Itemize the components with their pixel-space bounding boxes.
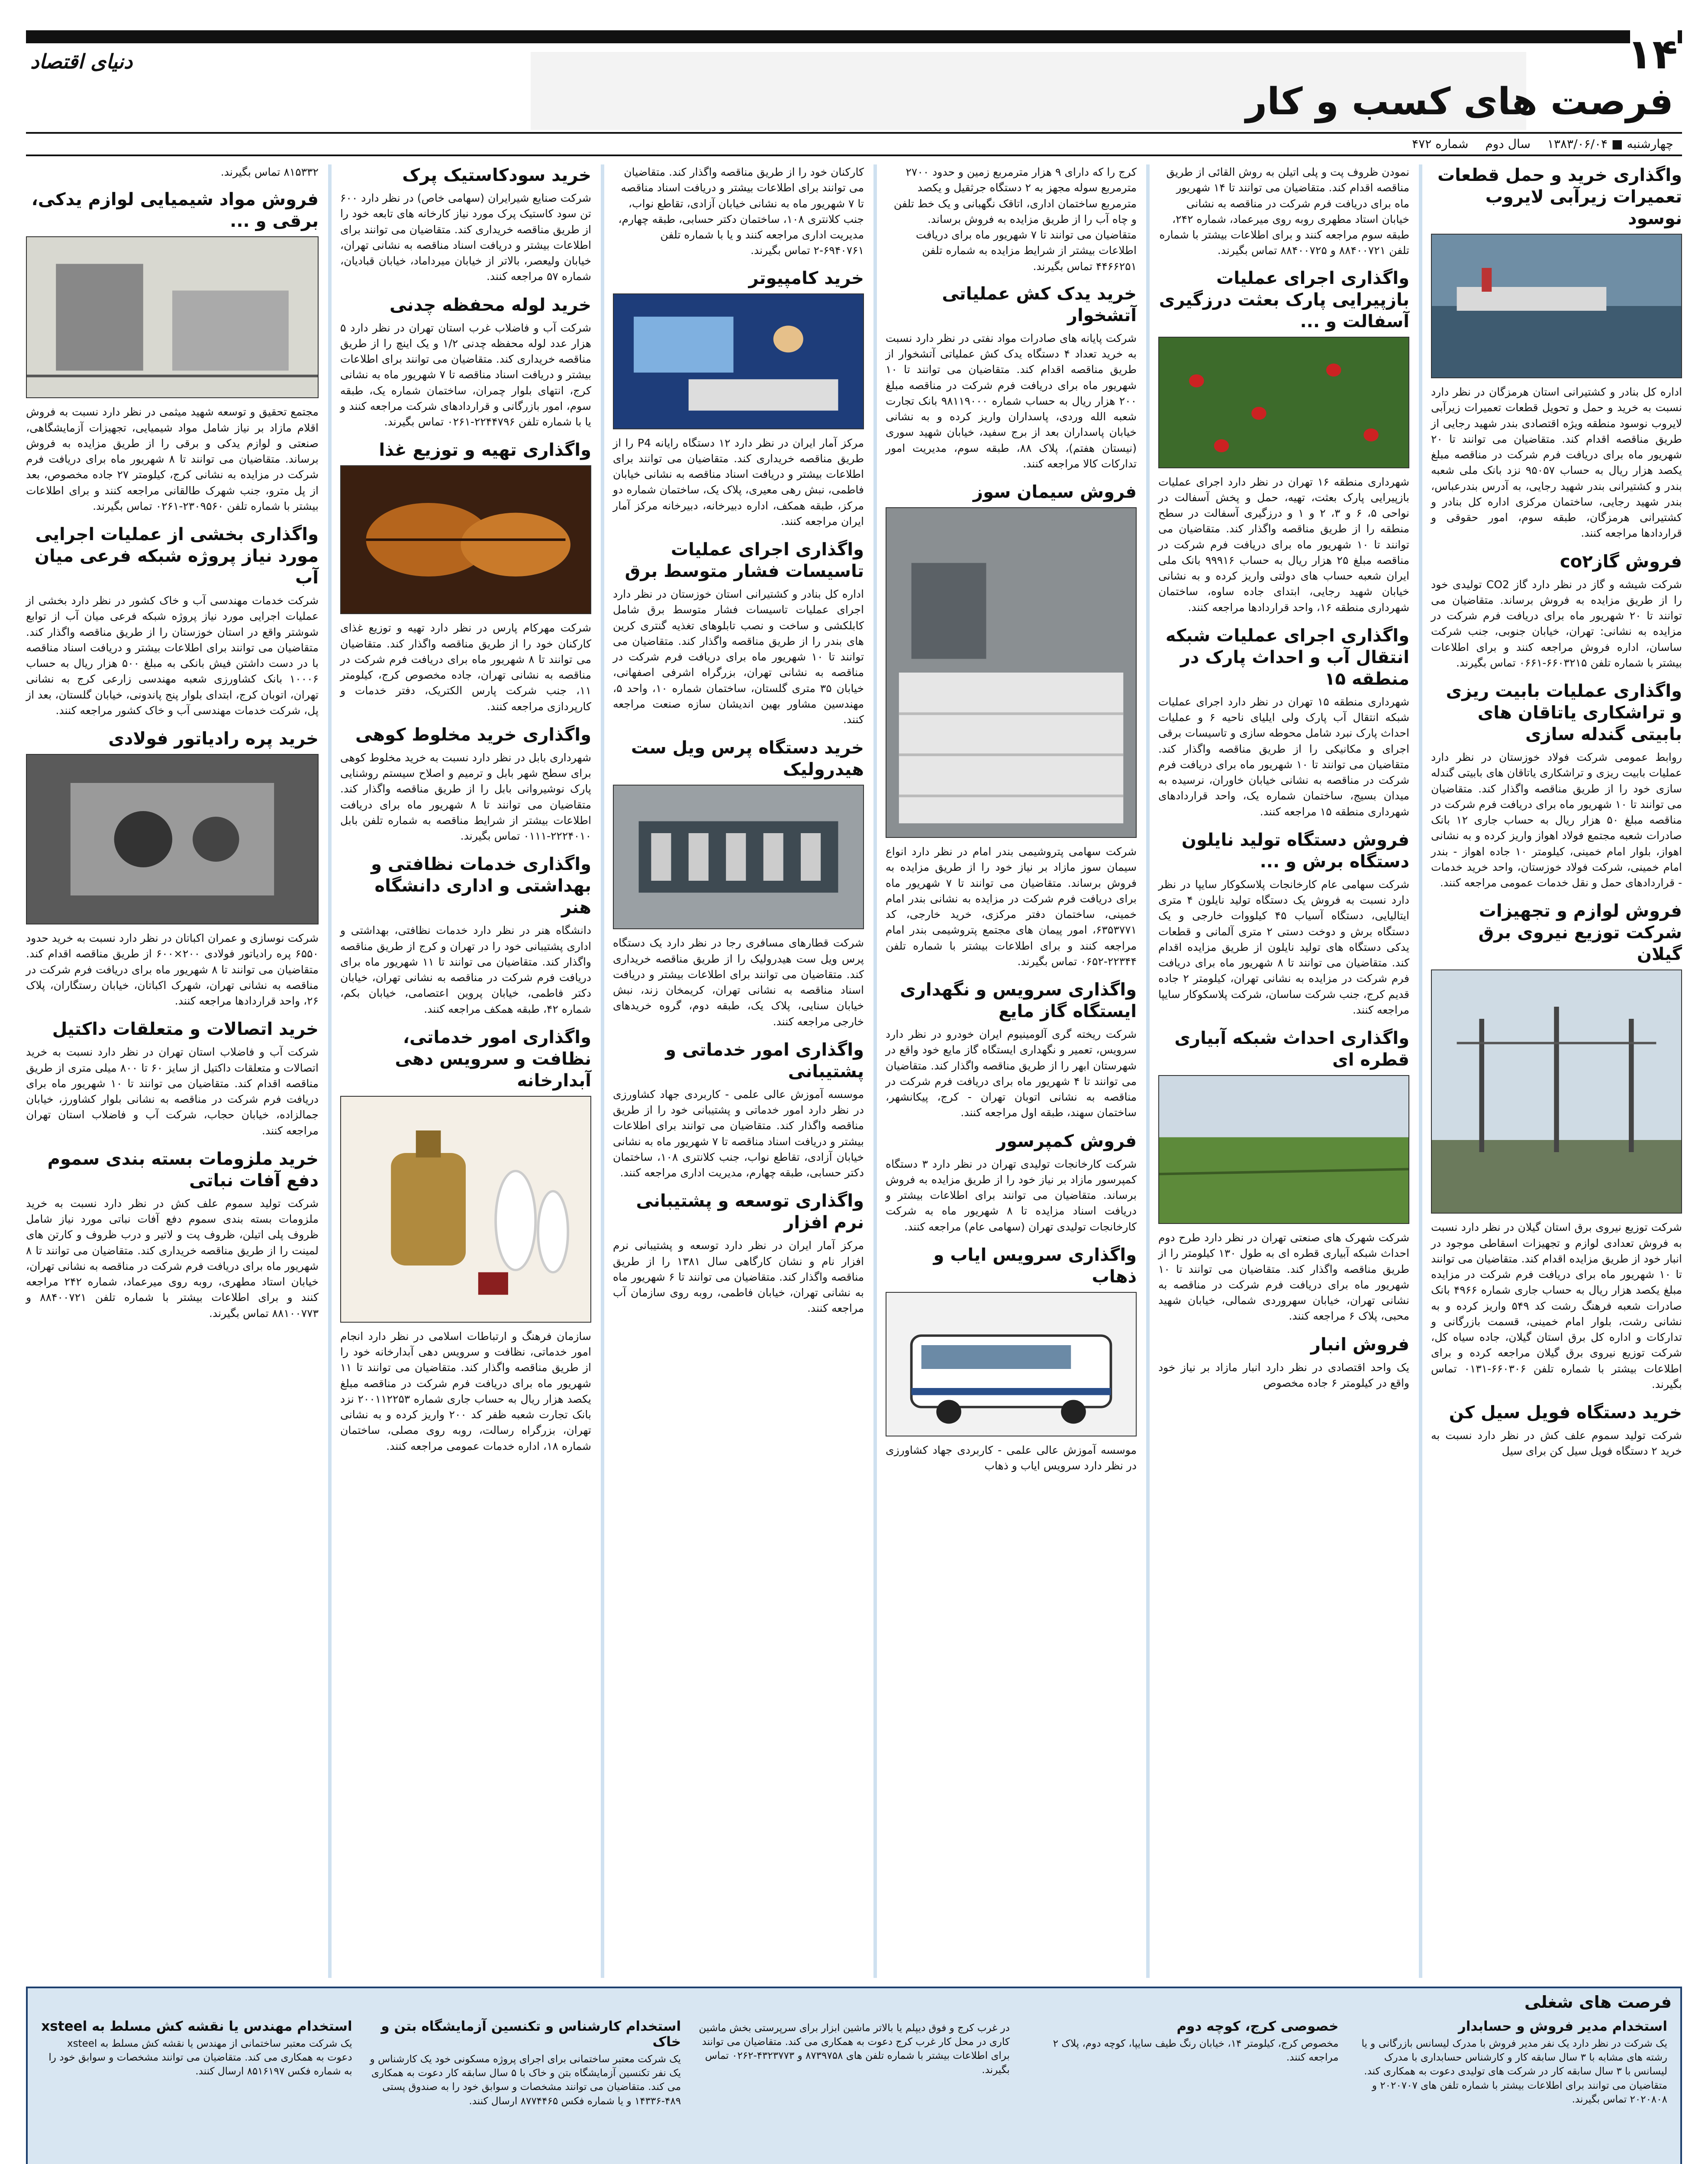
article-body: شرکت تولید سموم علف کش در نظر دارد نسبت به خرید ۲ دستگاه فویل سیل کن برای سیل <box>1431 1429 1682 1458</box>
article-body: شرکت سهامی پتروشیمی بندر امام در نظر دارد انواع سیمان سوز مازاد بر نیاز خود را از طریق مزایده به فروش برساند. متقاضیان می توانند تا ۷ شهریور ماه برای دریافت فرم شرکت در مزایده به نشانی بندر امام خمینی، ساختمان دفتر مرکزی، خرید خارجی، کد ۶۳۵۳۷۷۱، امور پیمان های مجتمع پتروشیمی بندر امام مراجعه کنند و برای اطلاعات بیشتر با شماره تلفن ۲۲۳۴۴-۰۶۵۲ تماس بگیرند. <box>886 845 1137 968</box>
article-body: شرکت سهامی عام کارخانجات پلاسکوکار سایپا در نظر دارد نسبت به فروش یک دستگاه تولید نایلون ۴ متری ایتالیایی، دستگاه آسیاب ۴۵ کیلووات خارجی و یک دستگاه برش و دوخت دستی ۲ متری آلمانی و قطعات یدکی دستگاه های تولید نایلون از طریق مزایده اقدام کند. متقاضیان می توانند تا ۸ شهریور ماه برای دریافت فرم شرکت در مزایده به نشانی تهران، کیلومتر ۲ جاده قدیم کرج، جنب شرکت ساسان، شرکت پلاسکوکار سایپا مراجعه کنند. <box>1158 878 1410 1016</box>
column-6 <box>26 164 319 1978</box>
lab-equipment-photo <box>26 236 319 398</box>
article <box>1431 551 1682 671</box>
news-columns <box>26 164 1682 1978</box>
column-divider <box>1146 164 1150 1978</box>
samovar-tea-photo <box>340 1096 591 1323</box>
article <box>1431 1402 1682 1459</box>
job-body: مخصوص کرج، کیلومتر ۱۴، خیابان رنگ طیف سایپا، کوچه دوم، پلاک ۲ مراجعه کنند. <box>1053 2038 1339 2064</box>
job-title: استخدام مهندس یا نقشه کش مسلط به xsteel <box>41 2019 352 2034</box>
article <box>340 294 591 430</box>
continued-text: نمودن ظروف پت و پلی اتیلن به روش القائی از طریق مناقصه اقدام کند. متقاضیان می توانند تا ۱۴ شهریور ماه برای دریافت فرم شرکت در مناقصه به نشانی خیابان استاد مطهری روبه روی میرعماد، شماره ۲۴۲، طبقه سوم مراجعه کنند و برای اطلاعات بیشتر با شماره تلفن ۸۸۴۰۰۷۲۱ و ۸۸۴۰۰۷۲۵ تماس بگیرند. <box>1159 166 1409 257</box>
job-body: یک شرکت در نظر دارد یک نفر مدیر فروش با مدرک لیسانس بازرگانی و یا رشته های مشابه با ۳ سال سابقه کار و کارشناس حسابداری با مدرک لیسانس با ۳ سال سابقه کار در شرکت های تولیدی دعوت به همکاری کند. متقاضیان می توانند برای اطلاعات بیشتر با شماره تلفن های ۲۰۲۰۷۰۷ و ۲۰۲۰۸۰۸ تماس بگیرند. <box>1361 2038 1667 2105</box>
article-title: فروش لوازم و تجهیزات شرکت توزیع نیروی برق گیلان <box>1478 901 1682 965</box>
article-title: واگذاری توسعه و پشتیبانی نرم افزار <box>636 1191 864 1233</box>
job-body: در غرب کرج و فوق دیپلم یا بالاتر ماشین ابزار برای سرپرستی بخش ماشین کاری در محل کار غرب کرج دعوت به همکاری می کند. متقاضیان می توانند برای اطلاعات بیشتر با شماره تلفن های ۸۷۳۹۷۵۸ و ۴۳۲۳۷۷۳-۰۲۶۲ تماس بگیرند. <box>699 2022 1010 2076</box>
article-body: موسسه آموزش عالی علمی - کاربردی جهاد کشاورزی در نظر دارد امور خدماتی و پشتیبانی خود را از طریق مناقصه واگذار کند. متقاضیان می توانند برای اطلاعات بیشتر و دریافت اسناد مناقصه تا ۷ شهریور ماه به نشانی خیابان آزادی، تقاطع نواب، جنب کلانتری ۱۰۸، ساختمان دکتر حسابی، طبقه چهارم، مدیریت اداری مراجعه کنند. <box>613 1088 864 1179</box>
article <box>613 1190 864 1316</box>
job-body: یک شرکت معتبر ساختمانی برای اجرای پروژه مسکونی خود یک کارشناس و یک نفر تکنسین آزمایشگاه بتن و خاک با ۵ سال سابقه کار دعوت به همکاری می کند. متقاضیان می توانند مشخصات و سوابق خود را به صندوق پستی ۴۸۹-۱۴۳۳۶ و یا شماره فکس ۸۷۷۴۴۶۵ ارسال کنند. <box>370 2054 681 2107</box>
article-body: موسسه آموزش عالی علمی - کاربردی جهاد کشاورزی در نظر دارد سرویس ایاب و ذهاب <box>886 1443 1137 1472</box>
substation-photo <box>1431 969 1682 1214</box>
jobs-heading: فرصت های شغلی <box>1524 1993 1672 2012</box>
article-body: شرکت پایانه های صادرات مواد نفتی در نظر دارد نسبت به خرید تعداد ۴ دستگاه یدک کش عملیاتی آتشخوار از طریق مناقصه اقدام کند. متقاضیان می توانند تا ۱۰ شهریور ماه برای دریافت فرم شرکت در مناقصه مبلغ ۲۰۰ هزار ریال به حساب شماره ۹۸۱۱۹۰۰۰ بانک تجارت شعبه الله وردی، پاسداران واریز کرده و به نشانی خیابان پاسداران بعد از برج سفید، خیابان شهید سوری (نیستان هفتم)، پلاک ۸۸، طبقه سوم، مدیریت امور تدارکات کالا مراجعه کنند. <box>886 332 1137 470</box>
article-title: واگذاری امور خدماتی، نظافت و سرویس دهی آبدارخانه <box>395 1027 591 1091</box>
computer-keyboard-photo <box>613 293 864 429</box>
article-title: فروش انبار <box>1310 1334 1409 1355</box>
grilled-food-photo <box>340 465 591 614</box>
article-title: خرید دستگاه فویل سیل کن <box>1449 1403 1682 1423</box>
article-body: شرکت قطارهای مسافری رجا در نظر دارد یک دستگاه پرس ویل ست هیدرولیک را از طریق مناقصه خریداری کند. متقاضیان می توانند برای اطلاعات بیشتر و دریافت اسناد مناقصه به نشانی تهران، کریمخان زند، نبش خیابان سنایی، پلاک یک، طبقه دوم، گروه خریدهای خارجی مراجعه کنند. <box>613 937 864 1028</box>
article <box>340 853 591 1017</box>
article-title: فروش مواد شیمیایی لوازم یدکی، برقی و ... <box>31 190 319 232</box>
article-body: شرکت توزیع نیروی برق استان گیلان در نظر دارد نسبت به فروش تعدادی لوازم و تجهیزات اسقاطی موجود در انبار خود از طریق مزایده اقدام کند. متقاضیان می توانند تا ۱۰ شهریور ماه برای دریافت فرم شرکت در مزایده مبلغ یکصد هزار ریال به حساب جاری شماره ۴۹۶۶ بانک صادرات شعبه فرهنگ رشت کد ۵۴۹ واریز کرده و به نشانی رشت، بلوار امام خمینی، قسمت بازرگانی و تدارکات و اداره کل برق استان گیلان، جاده سیاه کل، شرکت توزیع نیروی برق گیلان مراجعه کرده و برای اطلاعات بیشتر با شماره تلفن ۶۶۰۳۰۶-۰۱۳۱ تماس بگیرند. <box>1431 1221 1682 1391</box>
article <box>1158 625 1409 820</box>
date: چهارشنبه ■ ۱۳۸۳/۰۶/۰۴ <box>1547 137 1673 151</box>
article-title: خرید یدک کش عملیاتی آتشخوار <box>942 283 1137 325</box>
article-body: شهرداری بابل در نظر دارد نسبت به خرید مخلوط کوهی برای سطح شهر بابل و ترمیم و اصلاح سیستم روشنایی پارک نوشیروانی بابل را از طریق مناقصه واگذار کند. متقاضیان می توانند تا ۸ شهریور ماه برای دریافت اطلاعات بیشتر از شرایط مناقصه به شماره تلفن بابل ۲۲۲۴۰۱۰-۰۱۱۱ تماس بگیرند. <box>340 751 592 842</box>
article-body: شهرداری منطقه ۱۵ تهران در نظر دارد اجرای عملیات شبکه انتقال آب پارک ولی ایلیای ناحیه ۶ و عملیات احداث پارک نبرد شامل محوطه سازی و تاسیسات برقی اجرای و مکانیکی را از طریق مناقصه واگذار کند. متقاضیان می توانند تا ۱۰ شهریور ماه برای دریافت فرم شرکت در مناقصه به نشانی خیابان خاوران، نرسیده به میدان بسیج، ساختمان شماره یک، واحد قراردادهای شهرداری منطقه ۱۵ مراجعه کنند. <box>1158 695 1409 818</box>
article-title: واگذاری امور خدماتی و پشتیبانی <box>665 1040 864 1082</box>
port-photo <box>1431 234 1682 378</box>
continued-text: کرج را که دارای ۹ هزار مترمربع زمین و حدود ۲۷۰۰ مترمربع سوله مجهز به ۲ دستگاه جرثقیل و یکصد مترمربع ساختمان اداری، اتاقک نگهبانی و یک خط تلفن و چاه آب را از طریق مزایده به فروش برساند. متقاضیان می توانند تا ۷ شهریور ماه برای دریافت اطلاعات بیشتر از شرایط مزایده به شماره تلفن ۴۴۶۶۲۵۱ تماس بگیرند. <box>893 166 1137 273</box>
article-body: شرکت خدمات مهندسی آب و خاک کشور در نظر دارد بخشی از عملیات اجرایی مورد نیاز پروژه شبکه فرعی میان آب از توابع شوشتر واقع در استان خوزستان را از طریق مناقصه واگذار کند. متقاضیان می توانند برای اطلاعات بیشتر و دریافت اسناد مناقصه با در دست داشتن فیش بانکی به مبلغ ۵۰۰ هزار ریال به حساب ۱۰۰۰۶ بانک کشاورزی شعبه مهندسی زارعی کرج به نشانی تهران، اتوبان کرج، ابتدای بلوار پنج پاندونی، خیابان گلستان، بعد از پل، شرکت خدمات مهندسی آب و خاک کشور مراجعه کنند. <box>26 594 319 717</box>
column-divider <box>873 164 877 1978</box>
article <box>886 283 1137 472</box>
article <box>886 1130 1137 1235</box>
article-body: روابط عمومی شرکت فولاد خوزستان در نظر دارد عملیات بابیت ریزی و تراشکاری یاتاقان های بابیتی گندله سازی خود را از طریق مناقصه واگذار کند. متقاضیان می توانند تا ۱۰ شهریور ماه برای دریافت فرم شرکت در مناقصه مبلغ ۵۰ هزار ریال به حساب جاری ۱۲ بانک صادرات شعبه مجتمع فولاد اهواز واریز کرده و به نشانی اهواز، بلوار امام خمینی، کیلومتر ۱۰ جاده اهواز - بندر امام خمینی، شرکت فولاد خوزستان، واحد خرید خدمات - قراردادهای حمل و نقل خدمات عمومی مراجعه کنند. <box>1431 751 1682 889</box>
column-2 <box>1158 164 1409 1978</box>
article-title: واگذاری اجرای عملیات تاسیسات فشار متوسط برق <box>625 540 864 581</box>
job-body: یک شرکت معتبر ساختمانی از مهندس یا نقشه کش مسلط به xsteel دعوت به همکاری می کند. متقاضیان می توانند مشخصات و سوابق خود را به شماره فکس ۸۵۱۶۱۹۷ ارسال کنند. <box>48 2038 352 2077</box>
article <box>613 1039 864 1181</box>
article-title: خرید سودکاستیک پرک <box>402 165 591 185</box>
article <box>26 524 319 718</box>
job-ad <box>1027 2019 1339 2159</box>
article-body: شرکت شهرک های صنعتی تهران در نظر دارد طرح دوم احداث شبکه آبیاری قطره ای به طول ۱۳۰ کیلومتر را از طریق مناقصه واگذار کند. متقاضیان می توانند تا ۱۰ شهریور ماه برای دریافت فرم شرکت در مناقصه به نشانی تهران، خیابان سهروردی شمالی، خیابان شهید محبی، پلاک ۶ مراجعه کنند. <box>1158 1231 1409 1323</box>
article-body: یک واحد اقتصادی در نظر دارد انبار مازاد بر نیاز خود واقع در کیلومتر ۶ جاده مخصوص <box>1158 1361 1409 1389</box>
article-body: شرکت ریخته گری آلومینیوم ایران خودرو در نظر دارد سرویس، تعمیر و نگهداری ایستگاه گاز مایع خود واقع در شهرستان ابهر را از طریق مناقصه واگذار کند. متقاضیان می توانند تا ۴ شهریور ماه برای دریافت فرم شرکت در مناقصه به نشانی اتوبان تهران - کرج، پیکانشهر، ساختمان سهند، طبقه اول مراجعه کنند. <box>886 1028 1137 1119</box>
job-opportunities-box <box>26 1987 1682 2164</box>
article <box>340 439 591 715</box>
job-ad <box>1356 2019 1667 2159</box>
article-body: شرکت شیشه و گاز در نظر دارد گاز CO2 تولیدی خود را از طریق مزایده به فروش برساند. متقاضیان می توانند تا ۲۰ شهریور ماه برای دریافت فرم شرکت در مزایده به نشانی: تهران، خیابان جنوبی، جنب شرکت ساسان، اداره فروش مراجعه کنند و برای اطلاعات بیشتر با شماره تلفن ۶۶۰۳۲۱۵-۰۶۶۱ تماس بگیرند. <box>1431 578 1682 669</box>
minibus-photo <box>886 1292 1137 1436</box>
article-body: اداره کل بنادر و کشتیرانی استان هرمزگان در نظر دارد نسبت به خرید و حمل و تحویل قطعات تعمیرات زیرآبی لایروب نوسود منطقه ویژه اقتصادی بندر شهید رجایی از طریق مناقصه اقدام کند. متقاضیان می توانند تا ۲۰ شهریور ماه برای دریافت فرم شرکت در مناقصه مبلغ یکصد هزار ریال به حساب ۹۵۰۵۷ نزد بانک ملی شعبه بندر و کشتیرانی بندر شهید رجایی، به آدرس بندرعباس، بندر شهید رجایی، ساختمان مرکزی اداره کل بنادر و کشتیرانی هرمزگان، طبقه سوم، امور حقوقی و قراردادها مراجعه کنند. <box>1431 386 1682 540</box>
column-5 <box>340 164 591 1978</box>
article <box>26 728 319 1009</box>
article-body: شرکت مهرکام پارس در نظر دارد تهیه و توزیع غذای کارکنان خود را از طریق مناقصه واگذار کند. متقاضیان می توانند تا ۸ شهریور ماه برای دریافت فرم شرکت در مناقصه به نشانی تهران، جاده مخصوص کرج، کیلومتر ۱۱، جنب شرکت پارس الکتریک، دفتر خدمات و کارپردازی مراجعه کنند. <box>340 622 591 713</box>
article-title: واگذاری خرید و حمل قطعات تعمیرات زیرآبی لایروب نوسود <box>1437 165 1682 229</box>
article-body: مرکز آمار ایران در نظر دارد توسعه و پشتیبانی نرم افزار نام و نشان کارگاهی سال ۱۳۸۱ را از طریق مناقصه واگذار کند. متقاضیان می توانند تا ۶ شهریور ماه به نشانی تهران، خیابان فاطمی، روبه روی سازمان آب مراجعه کنند. <box>613 1239 864 1315</box>
article-title: واگذاری سرویس و نگهداری ایستگاه گاز مایع <box>900 980 1137 1021</box>
article-body: شرکت کارخانجات تولیدی تهران در نظر دارد ۳ دستگاه کمپرسور مازاد بر نیاز خود را از طریق مزایده به فروش برساند. متقاضیان می توانند برای اطلاعات بیشتر و دریافت اسناد مزایده تا ۸ شهریور ماه به شرکت کارخانجات تولیدی تهران (سهامی عام) مراجعه کنند. <box>886 1157 1137 1233</box>
article-title: فروش دستگاه تولید نایلون دستگاه برش و ... <box>1181 830 1409 872</box>
article <box>613 737 864 1030</box>
article-title: واگذاری اجرای عملیات بازپیرایی پارک بعثت درزگیری آسفالت و ... <box>1159 268 1409 332</box>
page-number: ۱۴ <box>1627 30 1678 78</box>
article <box>886 481 1137 969</box>
jobs-grid <box>41 2019 1667 2164</box>
article <box>340 1027 591 1454</box>
article-title: واگذاری تهیه و توزیع غذا <box>379 440 591 460</box>
article <box>1158 267 1409 615</box>
column-divider <box>328 164 332 1978</box>
irrigation-field-photo <box>1158 1075 1409 1224</box>
article-title: خرید ملزومات بسته بندی سموم دفع آفات نباتی <box>47 1149 319 1191</box>
article <box>886 1244 1137 1474</box>
column-3 <box>886 164 1137 1978</box>
article-body: مرکز آمار ایران در نظر دارد ۱۲ دستگاه رایانه P4 را از طریق مناقصه خریداری کند. متقاضیان می توانند برای اطلاعات بیشتر و دریافت اسناد مناقصه به نشانی خیابان فاطمی، نبش رهی معیری، پلاک یک، ساختمان شماره دو مرکز، طبقه همکف، اداره دبیرخانه، دبیرخانه مرکز آمار ایران مراجعه کنند. <box>613 436 864 528</box>
issue-number: شماره ۴۷۲ <box>1412 137 1469 151</box>
article <box>340 724 591 844</box>
cement-bags-photo <box>886 507 1137 838</box>
column-1 <box>1431 164 1682 1978</box>
article-body: شرکت نوسازی و عمران اکباتان در نظر دارد نسبت به خرید حدود ۶۵۵۰ پره رادیاتور فولادی ۲۰۰×۶۰۰ از طریق مناقصه اقدام کند. متقاضیان می توانند تا ۸ شهریور ماه برای دریافت فرم شرکت در مناقصه به نشانی تهران، شهرک اکباتان، خیابان رستگاران، پلاک ۲۶، واحد قراردادها مراجعه کنند. <box>26 932 319 1007</box>
article <box>26 1018 319 1139</box>
article-body: شرکت تولید سموم علف کش در نظر دارد نسبت به خرید ملزومات بسته بندی سموم دفع آفات نباتی مورد نیاز شامل ظروف پلی اتیلن، ظروف پت و لاتیر و درب ظروف و کارتن های لمینت را از طریق مناقصه خریداری کند. متقاضیان می توانند تا ۸ شهریور ماه برای دریافت فرم شرکت در مناقصه به نشانی تهران، خیابان استاد مطهری، روبه روی میرعماد، شماره ۲۴۲ مراجعه کنند و برای اطلاعات بیشتر با شماره تلفن ۸۸۴۰۰۷۲۱ و ۸۸۱۰۰۷۷۳ تماس بگیرند. <box>26 1197 319 1320</box>
article-title: فروش سیمان سوز <box>973 482 1137 502</box>
flowers-field-photo <box>1158 337 1409 468</box>
article-title: خرید پره رادیاتور فولادی <box>108 729 319 749</box>
article-body: سازمان فرهنگ و ارتباطات اسلامی در نظر دارد انجام امور خدماتی، نظافت و سرویس دهی آبدارخانه خود را از طریق مناقصه واگذار کند. متقاضیان می توانند تا ۱۱ شهریور ماه برای دریافت فرم شرکت در مناقصه مبلغ یکصد هزار ریال به حساب جاری شماره ۲۰۰۱۱۲۲۵۳ نزد بانک تجارت شعبه ظفر کد ۲۰۰ واریز کرده و به نشانی تهران، بزرگراه رسالت، روبه روی مصلی، ساختمان شماره ۱۸، اداره خدمات عمومی مراجعه کنند. <box>340 1330 591 1452</box>
column-divider <box>1419 164 1422 1978</box>
article <box>886 979 1137 1121</box>
article-body: مجتمع تحقیق و توسعه شهید میثمی در نظر دارد نسبت به فروش اقلام مازاد بر نیاز شامل مواد شیمیایی، تجهیزات آزمایشگاهی، صنعتی و لوازم یدکی و برقی را از طریق مزایده به فروش برساند. متقاضیان می توانند تا ۸ شهریور ماه برای دریافت فرم شرکت در مزایده به نشانی کرج، کیلومتر ۲۷ جاده مخصوص، بعد از پل مترو، جنب شهرک طالقانی مراجعه کنند و برای اطلاعات بیشتر با شماره تلفن ۲۳۰۹۵۶۰-۰۲۶۱ تماس بگیرند. <box>26 406 319 512</box>
top-rule <box>26 30 1682 43</box>
job-ad <box>698 2019 1010 2159</box>
article <box>1431 900 1682 1392</box>
hydraulic-press-photo <box>613 785 864 929</box>
article <box>1431 680 1682 891</box>
article-body: شرکت آب و فاضلاب غرب استان تهران در نظر دارد ۵ هزار عدد لوله محفظه چدنی ۱/۲ و یک اینچ را از طریق مناقصه خریداری کند. متقاضیان می توانند برای اطلاعات بیشتر و دریافت اسناد مناقصه تا ۷ شهریور ماه به نشانی کرج، انتهای بلوار چمران، ساختمان شماره یک، طبقه سوم، امور بازرگانی و قراردادهای شرکت مراجعه کنند و یا با شماره تلفن ۲۲۴۴۷۹۶-۰۲۶۱ تماس بگیرند. <box>340 321 591 428</box>
volume: سال دوم <box>1485 137 1531 151</box>
article-title: خرید لوله محفظه چدنی <box>389 295 591 315</box>
article-title: واگذاری اجرای عملیات شبکه انتقال آب و احداث پارک در منطقه ۱۵ <box>1165 625 1409 689</box>
dateline <box>26 132 1682 156</box>
article-title: فروش کمپرسور <box>996 1131 1137 1151</box>
article <box>26 1148 319 1321</box>
article <box>613 539 864 728</box>
article-title: واگذاری بخشی از عملیات اجرایی مورد نیاز پروژه شبکه فرعی میان آب <box>34 525 319 588</box>
article-body: شهرداری منطقه ۱۶ تهران در نظر دارد اجرای عملیات بازپیرایی پارک بعثت، تهیه، حمل و پخش آسفالت در نواحی ۵، ۶ و ۳، ۲ و ۱ و درزگیری آسفالت در سطح منطقه را از طریق مناقصه واگذار کند. متقاضیان می توانند تا ۱۰ شهریور ماه برای دریافت فرم شرکت در مناقصه مبلغ ۲۵ هزار ریال به حساب ۹۹۹۱۶ بانک ملی ایران شعبه حساب های دولتی واریز کرده و به نشانی خیابان شهید رجایی، ابتدای جاده ساوه، ساختمان شهرداری منطقه ۱۶، واحد قراردادها مراجعه کنند. <box>1158 475 1410 614</box>
article-title: خرید اتصالات و متعلقات داکتیل <box>52 1019 319 1040</box>
job-title: استخدام کارشناس و تکنسین آزمایشگاه بتن و خاک <box>381 2019 681 2050</box>
masthead-logo: دنیای اقتصاد <box>30 50 133 73</box>
article-body: شرکت آب و فاضلاب استان تهران در نظر دارد نسبت به خرید اتصالات و متعلقات داکتیل از سایز ۶۰ تا ۸۰۰ میلی متری از طریق مناقصه اقدام کند. متقاضیان می توانند تا ۱۰ شهریور ماه برای دریافت فرم شرکت در مناقصه به نشانی بلوار کشاورز، خیابان جمالزاده، خیابان حجاب، شرکت آب و فاضلاب استان تهران مراجعه کنند. <box>26 1046 319 1137</box>
article-body: شرکت صنایع شیرایران (سهامی خاص) در نظر دارد ۶۰۰ تن سود کاستیک پرک مورد نیاز کارخانه های تابعه خود را از طریق مناقصه خریداری کند. متقاضیان می توانند برای اطلاعات بیشتر و دریافت اسناد مناقصه به نشانی تهران، خیابان ولیعصر، بالاتر از خیابان میرداماد، خیابان قبادیان، شماره ۵۷ مراجعه کنند. <box>340 192 591 283</box>
article <box>1158 829 1409 1018</box>
radiator-engine-photo <box>26 754 319 924</box>
article-title: خرید دستگاه پرس ویل ست هیدرولیک <box>631 738 864 780</box>
article <box>613 267 864 530</box>
article-title: واگذاری سرویس ایاب و ذهاب <box>933 1245 1137 1287</box>
column-divider <box>601 164 604 1978</box>
article <box>26 189 319 514</box>
column-4 <box>613 164 864 1978</box>
job-ad <box>370 2019 681 2159</box>
article-body: دانشگاه هنر در نظر دارد خدمات نظافتی، بهداشتی و اداری پشتیبانی خود را در تهران و کرج از طریق مناقصه واگذار کند. متقاضیان می توانند تا ۱۱ شهریور ماه برای دریافت فرم شرکت در مناقصه به نشانی تهران، خیابان دکتر فاطمی، خیابان پروین اعتصامی، خیابان بکم، شماره ۴۲، طبقه همکف مراجعه کنند. <box>340 924 591 1015</box>
article-body: اداره کل بنادر و کشتیرانی استان خوزستان در نظر دارد اجرای عملیات تاسیسات فشار متوسط برق شامل کابلکشی و ساخت و نصب تابلوهای تغذیه گنتری کرین های بندر را از طریق مناقصه واگذار کند. متقاضیان می توانند تا ۱۰ شهریور ماه برای دریافت فرم شرکت در مناقصه به نشانی تهران، بزرگراه اشرفی اصفهانی، خیابان ۳۵ متری گلستان، ساختمان شماره ۱۰، واحد ۵، مهندسین مشاور بهین اندیشان سازه صنعت مراجعه کنند. <box>613 588 864 726</box>
job-ad <box>41 2019 352 2159</box>
job-title: استخدام مدیر فروش و حسابدار <box>1458 2019 1667 2034</box>
article-title: واگذاری احداث شبکه آبیاری قطره ای <box>1174 1028 1409 1070</box>
article-title: فروش گازco۲ <box>1560 551 1682 572</box>
job-title: خصوصی کرج، کوچه دوم <box>1176 2019 1339 2034</box>
article <box>1158 1334 1409 1391</box>
article-title: خرید کامپیوتر <box>748 268 864 288</box>
article-title: واگذاری عملیات بابیت ریزی و تراشکاری یاتاقان های بابیتی گندله سازی <box>1446 681 1682 744</box>
continued-text: کارکنان خود را از طریق مناقصه واگذار کند. متقاضیان می توانند برای اطلاعات بیشتر و دریافت اسناد مناقصه تا ۷ شهریور ماه به نشانی خیابان آزادی، تقاطع نواب، جنب کلانتری ۱۰۸، ساختمان دکتر حسابی، طبقه چهارم، مدیریت اداری مراجعه کنند و یا با شماره تلفن ۶۹۴۰۷۶۱-۲ تماس بگیرند. <box>618 166 864 257</box>
section-title: فرصت های کسب و کار <box>1245 80 1673 123</box>
article <box>1431 164 1682 541</box>
article <box>340 164 591 285</box>
article <box>1158 1027 1409 1324</box>
continued-text: ۸۱۵۳۳۲ تماس بگیرند. <box>220 166 319 178</box>
article-title: واگذاری خدمات نظافتی و بهداشتی و اداری دانشگاه هنر <box>371 854 591 918</box>
article-title: واگذاری خرید مخلوط کوهی <box>355 725 591 745</box>
